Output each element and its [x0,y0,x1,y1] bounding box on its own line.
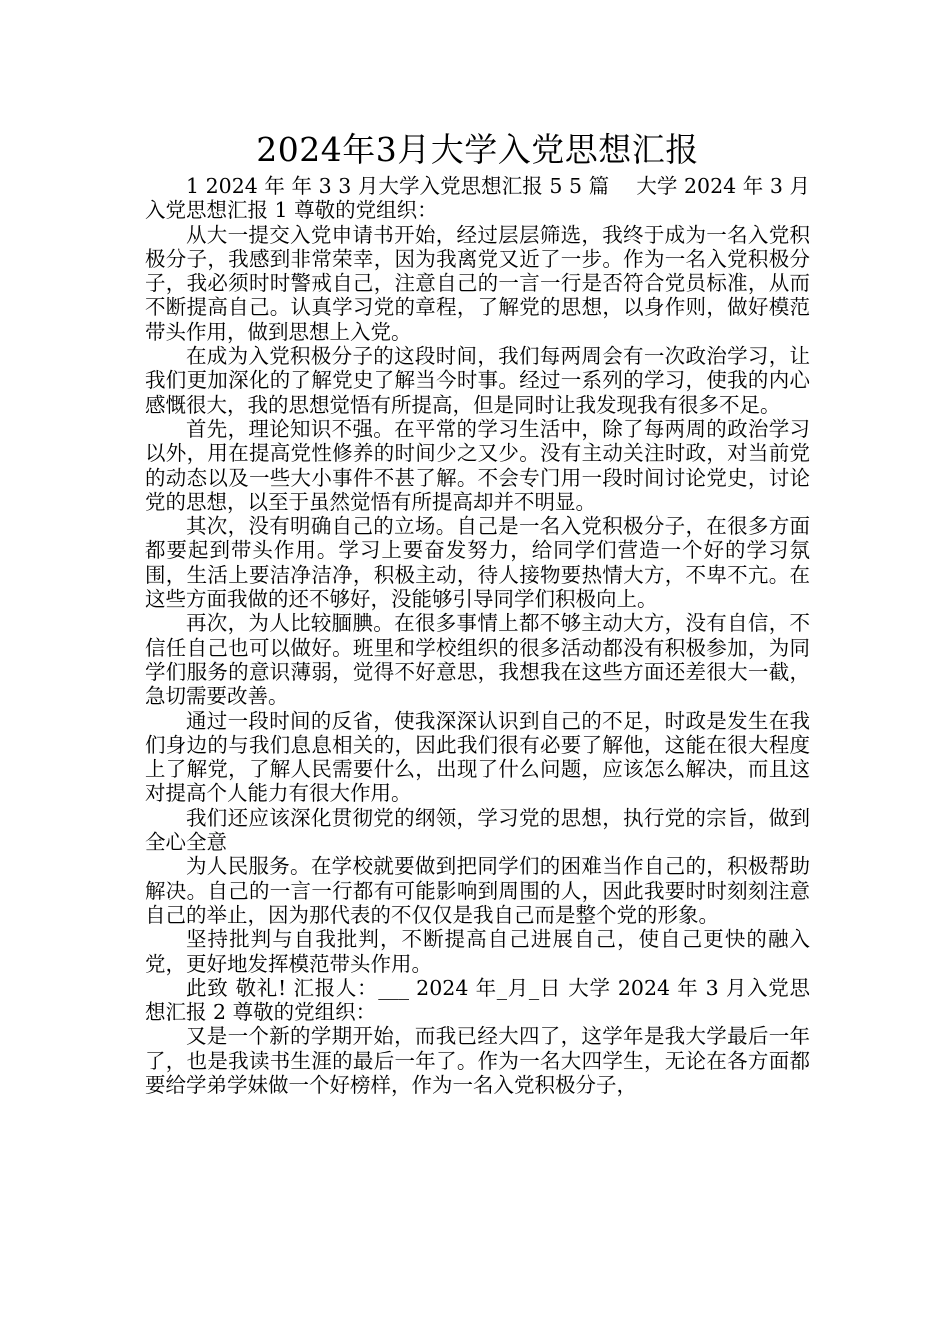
paragraph: 为人民服务。在学校就要做到把同学们的困难当作自己的，积极帮助解决。自己的一言一行都有可能影响到周围的人，因此我要时时刻刻注意自己的举止，因为那代表的不仅仅是我自己而是整个党的形象。 [145,854,810,927]
paragraph: 从大一提交入党申请书开始，经过层层筛选，我终于成为一名入党积极分子，我感到非常荣幸，因为我离党又近了一步。作为一名入党积极分子，我必须时时警戒自己，注意自己的一言一行是否符合党员标准，从而不断提高自己。认真学习党的章程，了解党的思想，以身作则，做好模范带头作用，做到思想上入党。 [145,222,810,344]
paragraph: 又是一个新的学期开始，而我已经大四了，这学年是我大学最后一年了，也是我读书生涯的最后一年了。作为一名大四学生，无论在各方面都要给学弟学妹做一个好榜样，作为一名入党积极分子， [145,1024,810,1097]
paragraph-closing: 此致 敬礼! 汇报人：___ 2024 年_月_日 大学 2024 年 3 月入党思想汇报 2 尊敬的党组织： [145,975,810,1025]
document-page [145,128,810,1097]
paragraph: 首先，理论知识不强。在平常的学习生活中，除了每两周的政治学习以外，用在提高党性修养的时间少之又少。没有主动关注时政，对当前党的动态以及一些大小事件不甚了解。不会专门用一段时间讨论党史，讨论党的思想，以至于虽然觉悟有所提高却并不明显。 [145,416,810,514]
paragraph-intro: 1 2024 年 年 3 3 月大学入党思想汇报 5 5 篇 大学 2024 年 3 月入党思想汇报 1 尊敬的党组织： [145,174,810,223]
paragraph: 在成为入党积极分子的这段时间，我们每两周会有一次政治学习，让我们更加深化的了解党史了解当今时事。经过一系列的学习，使我的内心感慨很大，我的思想觉悟有所提高，但是同时让我发现我有很多不足。 [145,344,810,417]
paragraph: 通过一段时间的反省，使我深深认识到自己的不足，时政是发生在我们身边的与我们息息相关的，因此我们很有必要了解他，这能在很大程度上了解党，了解人民需要什么，出现了什么问题，应该怎么解决，而且这对提高个人能力有很大作用。 [145,708,810,806]
paragraph: 坚持批判与自我批判，不断提高自己进展自己，使自己更快的融入党，更好地发挥模范带头作用。 [145,927,810,976]
paragraph: 我们还应该深化贯彻党的纲领，学习党的思想，执行党的宗旨，做到全心全意 [145,805,810,855]
paragraph: 其次，没有明确自己的立场。自己是一名入党积极分子，在很多方面都要起到带头作用。学习上要奋发努力，给同学们营造一个好的学习氛围，生活上要洁净洁净，积极主动，待人接物要热情大方，不卑不亢。在这些方面我做的还不够好，没能够引导同学们积极向上。 [145,514,810,612]
paragraph: 再次，为人比较腼腆。在很多事情上都不够主动大方，没有自信，不信任自己也可以做好。班里和学校组织的很多活动都没有积极参加，为同学们服务的意识薄弱，觉得不好意思，我想我在这些方面还差很大一截，急切需要改善。 [145,611,810,709]
document-title: 2024年3月大学入党思想汇报 [256,130,699,169]
